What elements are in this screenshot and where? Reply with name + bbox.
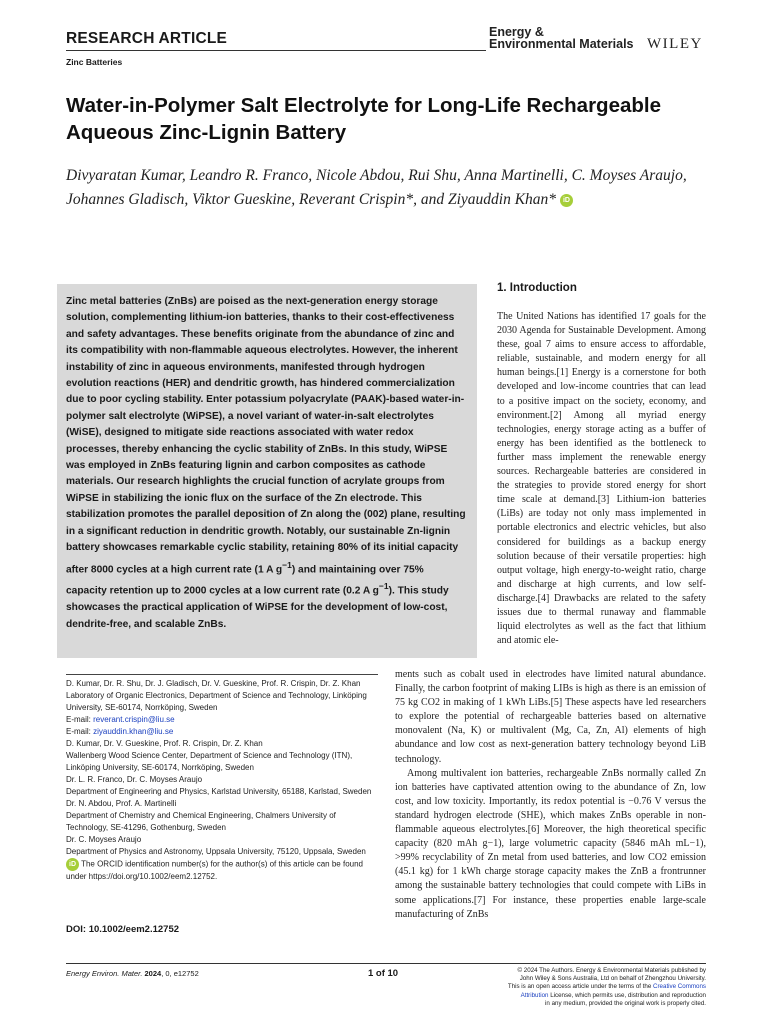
header-rule: [66, 50, 486, 51]
abstract-text: Zinc metal batteries (ZnBs) are poised as the next-generation energy storage solution, complementing lithium-ion batteries, thanks to their cost-effectiveness and safety advantages. These benefits originate from the abundance of zinc and its compatibility with non-flammable aqueous electrolytes. However, the inherent instability of zinc in aqueous environments, manifested through hydrogen evolution reactions (HER) and dendritic growth, has hindered commercialization due to poor cycling stability. Enter potassium polyacrylate (PAAK)-based water-in-polymer salt electrolyte (WiPSE), a novel variant of water-in-salt electrolytes (WiSE), designed to mitigate side reactions associated with water redox processes, thereby enhancing the cyclic stability of ZnBs. In this study, WiPSE was employed in ZnBs featuring lignin and carbon composites as cathode materials. Our research highlights the crucial function of acrylate groups from WiPSE in stabilizing the ionic flux on the surface of the Zn electrode. This stabilization promotes the parallel deposition of Zn along the (002) plane, resulting in a significant reduction in dendritic growth. Notably, our sustainable Zn-lignin battery showcases remarkable cyclic stability, retaining 80% of its initial capacity after 8000 cycles at a high current rate (1 A g: [66, 296, 466, 575]
affiliation-line: Laboratory of Organic Electronics, Department of Science and Technology, Linköping University, SE-60174, Norrköping, Sweden: [66, 691, 367, 712]
affiliation-line: Dr. N. Abdou, Prof. A. Martinelli: [66, 799, 177, 808]
orcid-icon: iD: [66, 858, 79, 871]
footer-rule: [66, 963, 706, 964]
abstract-text-end: ). This study showcases the practical application of WiPSE for the development of low-cost, dendrite-free, and scalable ZnBs.: [66, 585, 449, 630]
doi-label[interactable]: DOI: 10.1002/eem2.12752: [66, 924, 180, 935]
author-list: [66, 164, 706, 212]
introduction-column: [497, 310, 706, 648]
footer-citation: Energy Environ. Mater. 2024, 0, e12752: [66, 969, 199, 978]
license-link[interactable]: Attribution: [520, 991, 549, 999]
affiliation-line: Department of Engineering and Physics, Karlstad University, 65188, Karlstad, Sweden: [66, 787, 372, 796]
license-link[interactable]: Creative Commons: [653, 983, 706, 991]
affiliation-line: D. Kumar, Dr. V. Gueskine, Prof. R. Crispin, Dr. Z. Khan: [66, 739, 263, 748]
author-names: Divyaratan Kumar, Leandro R. Franco, Nicole Abdou, Rui Shu, Anna Martinelli, C. Moyses Araujo, Johannes Gladisch, Viktor Gueskine, Reverant Crispin*, and Ziyauddin Khan*: [66, 167, 687, 208]
email-line: E-mail: reverant.crispin@liu.se: [66, 715, 175, 724]
affiliation-rule: [66, 674, 378, 675]
abstract-box: [57, 284, 477, 658]
affiliation-line: Department of Chemistry and Chemical Engineering, Chalmers University of Technology, SE-41296, Gothenburg, Sweden: [66, 811, 336, 832]
introduction-paragraph: The United Nations has identified 17 goals for the 2030 Agenda for Sustainable Development. Among these, goal 7 aims to ensure access to affordable, reliable, sustainable, and modern energy for all human beings.[1] Energy is a cornerstone for both developed and low-income countries that can lead to a positive impact on the society, economy, and environment.[2] Among all myriad energy technologies, energy storage acting as a buffer of energy has been identified as the bottleneck to further mass implement the renewable energy sources. Rechargeable batteries are considered in the strategies to provide stored energy for short time scale at demand.[3] Lithium-ion batteries (LiBs) are today not only mass implemented in portable electronics and electric vehicles, but also considered for buildings as a backup energy solution because of their versatile properties: high output voltage, high energy-to-weight ratio, charge and discharge at high currents, and low self-discharge.[4] Drawbacks are related to the safety issues due to thermal runaway and flammable liquid electrolytes as well as the fact that lithium and atomic ele-: [497, 311, 706, 647]
orcid-icon[interactable]: iD: [560, 194, 573, 207]
journal-name-line1: Energy &: [489, 25, 544, 39]
affiliations: [66, 674, 378, 883]
orcid-note: iD The ORCID identification number(s) for the author(s) of this article can be found under https://doi.org/10.1002/eem2.12752.: [66, 859, 363, 881]
publisher-logo: WILEY: [647, 36, 703, 52]
affiliation-line: D. Kumar, Dr. R. Shu, Dr. J. Gladisch, Dr. V. Gueskine, Prof. R. Crispin, Dr. Z. Khan: [66, 679, 361, 688]
article-type-label: RESEARCH ARTICLE: [66, 30, 228, 47]
article-title: Water-in-Polymer Salt Electrolyte for Long-Life Rechargeable Aqueous Zinc-Lignin Battery: [66, 94, 662, 144]
introduction-continued: [395, 668, 706, 922]
abstract-text-cont: ) and maintaining over 75% capacity retention up to 2000 cycles at a low current rate (0.2 A g: [66, 563, 424, 597]
section-heading-introduction: 1. Introduction: [497, 282, 577, 294]
copyright-notice: © 2024 The Authors. Energy & Environmental Materials published by John Wiley & Sons Australia, Ltd on behalf of Zhengzhou University. This is an open access article under the terms of the Creative Commons Attribution License, which permits use, distribution and reproduction in any medium, provided the original work is properly cited.: [507, 967, 706, 1007]
email-link-khan[interactable]: ziyauddin.khan@liu.se: [93, 727, 174, 736]
introduction-paragraph: ments such as cobalt used in electrodes have limited natural abundance. Finally, the carbon footprint of making LIBs is high as there is an emission of 75 kg CO2 in making of 1 kWh LiBs.[5] These aspects have led researchers to explore the potential of rechargeable batteries based on alternative monovalent (Na, K) or multivalent (Mg, Ca, Zn, Al) elements of high abundance and low cost as next-generation battery technology beyond LiB technology.: [395, 669, 706, 765]
page-number: 1 of 10: [368, 968, 399, 979]
journal-name-line2: Environmental Materials: [489, 37, 634, 51]
affiliation-line: Department of Physics and Astronomy, Uppsala University, 75120, Uppsala, Sweden: [66, 847, 366, 856]
abstract-unit-superscript: −1: [282, 559, 292, 570]
abstract-unit-superscript-2: −1: [378, 581, 389, 592]
email-line: E-mail: ziyauddin.khan@liu.se: [66, 727, 174, 736]
email-link-crispin[interactable]: reverant.crispin@liu.se: [93, 715, 175, 724]
journal-logo: [489, 26, 634, 50]
introduction-paragraph: Among multivalent ion batteries, rechargeable ZnBs normally called Zn ion batteries have captivated attention owing to the abundance of Zn, low cost, and low toxicity. Importantly, its redox potential is −0.76 V versus the standard hydrogen electrode (SHE), which makes ZnBs operable in non-flammable aqueous electrolytes.[6] Moreover, the high theoretical specific capacity (820 mAh g−1), large volumetric capacity (5846 mAh mL−1), >99% recyclability of Zn metal from used batteries, and low CO2 emission (45.1 kg) for 1 kWh charge storage capacity makes the ZnB a frontrunner among the sustainable battery technologies that could compete with LiBs in some applications.[7] For instance, these properties enable large-scale manufacturing of ZnBs: [395, 767, 706, 920]
section-tag: Zinc Batteries: [66, 57, 123, 67]
affiliation-line: Wallenberg Wood Science Center, Department of Science and Technology (ITN), Linköping University, SE-60174, Norrköping, Sweden: [66, 751, 353, 772]
affiliation-line: Dr. C. Moyses Araujo: [66, 835, 142, 844]
affiliation-line: Dr. L. R. Franco, Dr. C. Moyses Araujo: [66, 775, 203, 784]
